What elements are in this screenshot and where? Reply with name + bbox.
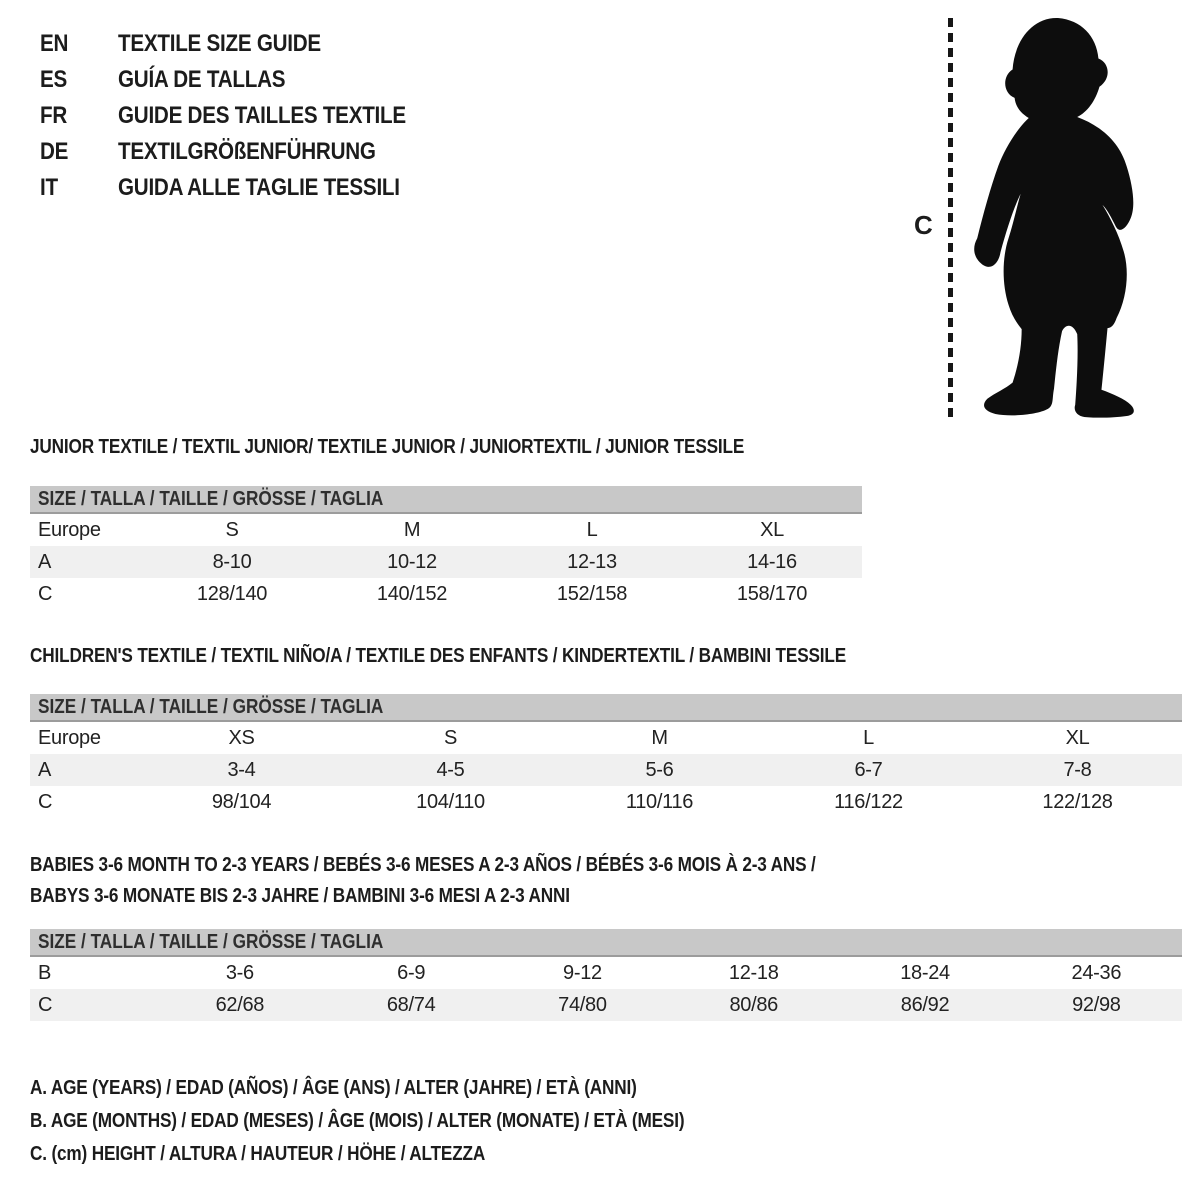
value-cell: 104/110	[416, 790, 485, 813]
value-cell: 6-7	[854, 758, 883, 781]
language-code: ES	[40, 66, 68, 93]
value-cell: 14-16	[747, 550, 797, 573]
value-cell: 74/80	[558, 993, 607, 1016]
language-code: FR	[40, 102, 68, 129]
row-label-cell: Europe	[38, 726, 101, 749]
measurement-legend	[30, 1072, 791, 1171]
section-title-children: CHILDREN'S TEXTILE / TEXTIL NIÑO/A / TEXTILE DES ENFANTS / KINDERTEXTIL / BAMBINI TESSILE	[30, 645, 847, 667]
value-cell: M	[403, 518, 421, 541]
legend-line-b: B. AGE (MONTHS) / EDAD (MESES) / ÂGE (MOIS) / ALTER (MONATE) / ETÀ (MESI)	[30, 1110, 685, 1132]
value-cell: 110/116	[625, 790, 694, 813]
value-cell: 86/92	[900, 993, 950, 1016]
value-cell: 140/152	[376, 582, 448, 605]
value-cell: 5-6	[645, 758, 674, 781]
row-label-cell: A	[38, 758, 52, 781]
language-code: DE	[40, 138, 69, 165]
section-title-line: BABYS 3-6 MONATE BIS 2-3 JAHRE / BAMBINI 3-6 MESI A 2-3 ANNI	[30, 885, 570, 907]
value-cell: 10-12	[387, 550, 437, 573]
table-row-europe	[30, 722, 1182, 754]
guide-title-es: GUÍA DE TALLAS	[118, 66, 286, 93]
guide-title-en: TEXTILE SIZE GUIDE	[118, 30, 321, 57]
value-cell: XS	[228, 726, 255, 749]
language-row-de	[40, 134, 453, 170]
guide-title-fr: GUIDE DES TAILLES TEXTILE	[118, 102, 406, 129]
value-cell: S	[225, 518, 239, 541]
table-row-height	[30, 989, 1182, 1021]
size-header-bar: SIZE / TALLA / TAILLE / GRÖSSE / TAGLIA	[30, 486, 862, 514]
value-cell: 98/104	[211, 790, 272, 813]
section-title-babies	[30, 850, 944, 912]
language-code: IT	[40, 174, 58, 201]
value-cell: 4-5	[436, 758, 465, 781]
row-label-cell: A	[38, 550, 52, 573]
language-title-list	[40, 26, 453, 206]
row-label-cell: Europe	[38, 518, 101, 541]
size-header-bar: SIZE / TALLA / TAILLE / GRÖSSE / TAGLIA	[30, 929, 1182, 957]
toddler-silhouette-icon	[966, 14, 1144, 420]
value-cell: L	[586, 518, 598, 541]
value-cell: XL	[760, 518, 784, 541]
table-row-age	[30, 546, 862, 578]
value-cell: 6-9	[397, 961, 426, 984]
value-cell: 68/74	[386, 993, 436, 1016]
guide-title-de: TEXTILGRÖßENFÜHRUNG	[118, 138, 376, 165]
value-cell: 9-12	[563, 961, 602, 984]
value-cell: 152/158	[556, 582, 628, 605]
section-title-line: BABIES 3-6 MONTH TO 2-3 YEARS / BEBÉS 3-6 MESES A 2-3 AÑOS / BÉBÉS 3-6 MOIS À 2-3 ANS /	[30, 854, 816, 876]
value-cell: 116/122	[834, 790, 903, 813]
children-size-table	[30, 694, 1182, 818]
language-row-it	[40, 170, 453, 206]
value-cell: 92/98	[1072, 993, 1121, 1016]
value-cell: 3-4	[227, 758, 256, 781]
value-cell: XL	[1065, 726, 1090, 749]
value-cell: 122/128	[1042, 790, 1113, 813]
value-cell: S	[443, 726, 458, 749]
guide-title-it: GUIDA ALLE TAGLIE TESSILI	[118, 174, 400, 201]
section-title-junior: JUNIOR TEXTILE / TEXTIL JUNIOR/ TEXTILE JUNIOR / JUNIORTEXTIL / JUNIOR TESSILE	[30, 436, 745, 458]
language-code: EN	[40, 30, 69, 57]
language-row-fr	[40, 98, 453, 134]
value-cell: 3-6	[225, 961, 254, 984]
value-cell: L	[863, 726, 874, 749]
value-cell: 128/140	[196, 582, 268, 605]
size-header-bar: SIZE / TALLA / TAILLE / GRÖSSE / TAGLIA	[30, 694, 1182, 722]
value-cell: M	[651, 726, 668, 749]
value-cell: 12-18	[728, 961, 779, 984]
value-cell: 12-13	[567, 550, 617, 573]
table-row-europe	[30, 514, 862, 546]
language-row-en	[40, 26, 453, 62]
babies-size-table	[30, 929, 1182, 1021]
junior-size-table	[30, 486, 862, 610]
table-row-months	[30, 957, 1182, 989]
value-cell: 18-24	[900, 961, 950, 984]
table-row-height	[30, 786, 1182, 818]
language-row-es	[40, 62, 453, 98]
legend-line-a: A. AGE (YEARS) / EDAD (AÑOS) / ÂGE (ANS) / ALTER (JAHRE) / ETÀ (ANNI)	[30, 1077, 637, 1099]
value-cell: 24-36	[1071, 961, 1122, 984]
row-label-cell: C	[38, 790, 53, 813]
value-cell: 8-10	[212, 550, 252, 573]
value-cell: 7-8	[1063, 758, 1092, 781]
legend-line-c: C. (cm) HEIGHT / ALTURA / HAUTEUR / HÖHE / ALTEZZA	[30, 1143, 486, 1165]
height-measure-dashed-line	[948, 18, 953, 420]
height-measure-label: C	[914, 210, 933, 240]
table-row-height	[30, 578, 862, 610]
row-label-cell: B	[38, 961, 52, 984]
row-label-cell: C	[38, 993, 53, 1016]
value-cell: 158/170	[736, 582, 808, 605]
table-row-age	[30, 754, 1182, 786]
value-cell: 62/68	[215, 993, 265, 1016]
row-label-cell: C	[38, 582, 53, 605]
value-cell: 80/86	[729, 993, 779, 1016]
